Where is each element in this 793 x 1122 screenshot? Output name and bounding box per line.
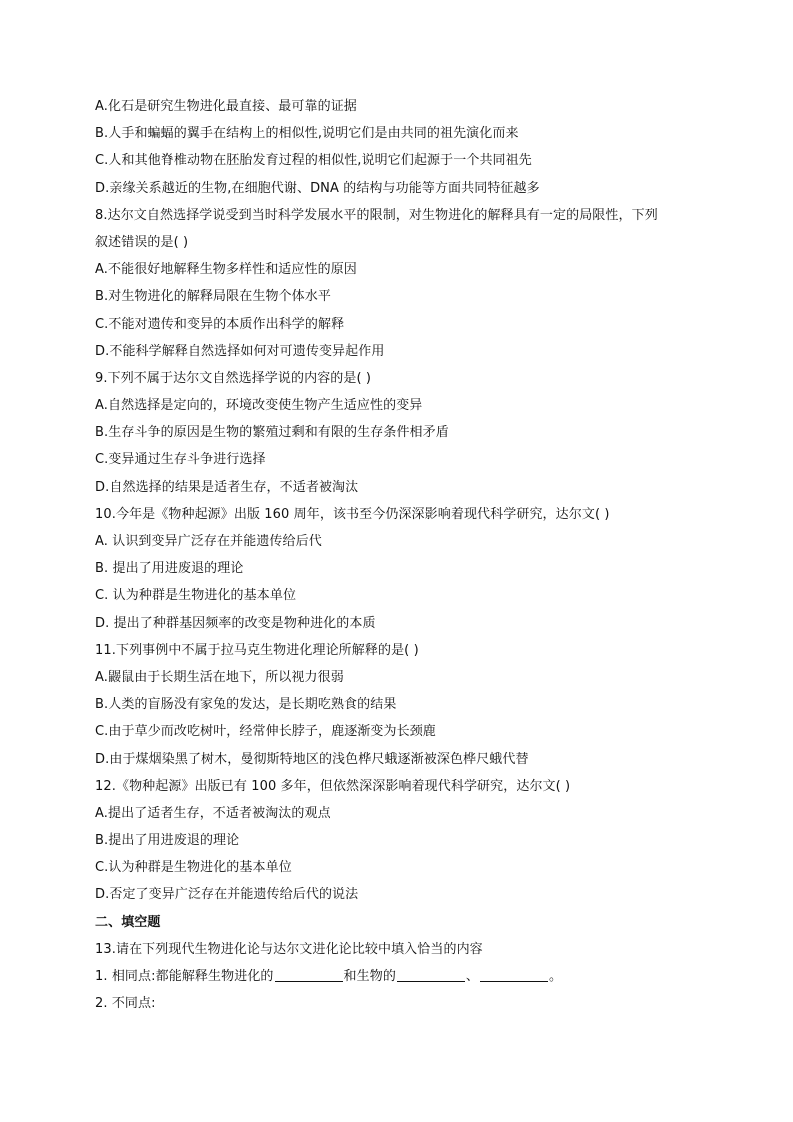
q8-option-d: D.不能科学解释自然选择如何对可遗传变异起作用 [95,343,385,359]
q13-item1-text-a: 1. 相同点:都能解释生物进化的 [95,969,274,984]
q9-stem: 9.下列不属于达尔文自然选择学说的内容的是( ) [95,370,372,386]
q10-option-a: A. 认识到变异广泛存在并能遗传给后代 [95,534,322,549]
q13-item1-text-d: 。 [549,969,563,984]
q11-stem: 11.下列事例中不属于拉马克生物进化理论所解释的是( ) [95,642,419,658]
q12-stem: 12.《物种起源》出版已有 100 多年，但依然深深影响着现代科学研究，达尔文( ) [95,778,571,794]
q8-stem-line1: 8.达尔文自然选择学说受到当时科学发展水平的限制，对生物进化的解释具有一定的局限性，下列 [95,207,658,223]
section-title-fill-in: 二、填空题 [95,914,161,930]
q7-option-a: A.化石是研究生物进化最直接、最可靠的证据 [95,99,357,114]
q9-option-b: B.生存斗争的原因是生物的繁殖过剩和有限的生存条件相矛盾 [95,425,449,441]
q11-option-c: C.由于草少而改吃树叶，经常伸长脖子，鹿逐渐变为长颈鹿 [95,724,436,740]
q11-option-a: A.鼹鼠由于长期生活在地下，所以视力很弱 [95,669,344,685]
q11-option-d: D.由于煤烟染黑了树木，曼彻斯特地区的浅色桦尺蛾逐渐被深色桦尺蛾代替 [95,751,529,767]
q13-item2: 2. 不同点: [95,996,156,1012]
q7-option-b: B.人手和蝙蝠的翼手在结构上的相似性,说明它们是由共同的祖先演化而来 [95,126,519,142]
q12-option-a: A.提出了适者生存，不适者被淘汰的观点 [95,805,331,821]
q10-stem: 10.今年是《物种起源》出版 160 周年，该书至今仍深深影响着现代科学研究，达尔文( ) [95,506,610,522]
q12-option-d: D.否定了变异广泛存在并能遗传给后代的说法 [95,887,359,903]
q8-stem-line2: 叙述错误的是( ) [95,234,189,250]
q10-option-d: D. 提出了种群基因频率的改变是物种进化的本质 [95,615,376,631]
q11-option-b: B.人类的盲肠没有家兔的发达，是长期吃熟食的结果 [95,697,397,713]
q13-item1-text-c: 、 [465,969,480,984]
q13-stem: 13.请在下列现代生物进化论与达尔文进化论比较中填入恰当的内容 [95,941,483,957]
q12-option-c: C.认为种群是生物进化的基本单位 [95,860,292,876]
q9-option-a: A.自然选择是定向的，环境改变使生物产生适应性的变异 [95,398,423,414]
answer-blank-2[interactable] [397,967,465,982]
answer-blank-3[interactable] [480,967,548,982]
q13-item1-text-b: 和生物的 [343,969,396,984]
q9-option-c: C.变异通过生存斗争进行选择 [95,452,266,468]
q13-item1 [95,963,735,990]
q8-option-c: C.不能对遗传和变异的本质作出科学的解释 [95,316,345,332]
q7-option-c: C.人和其他脊椎动物在胚胎发育过程的相似性,说明它们起源于一个共同祖先 [95,153,532,169]
q7-option-d: D.亲缘关系越近的生物,在细胞代谢、DNA 的结构与功能等方面共同特征越多 [95,180,540,196]
answer-blank-1[interactable] [275,967,343,982]
q8-option-a: A.不能很好地解释生物多样性和适应性的原因 [95,262,357,278]
q8-option-b: B.对生物进化的解释局限在生物个体水平 [95,289,331,305]
q10-option-b: B. 提出了用进废退的理论 [95,561,244,577]
question-content [95,93,735,1017]
q9-option-d: D.自然选择的结果是适者生存，不适者被淘汰 [95,479,359,495]
q10-option-c: C. 认为种群是生物进化的基本单位 [95,588,297,604]
q12-option-b: B.提出了用进废退的理论 [95,833,240,849]
